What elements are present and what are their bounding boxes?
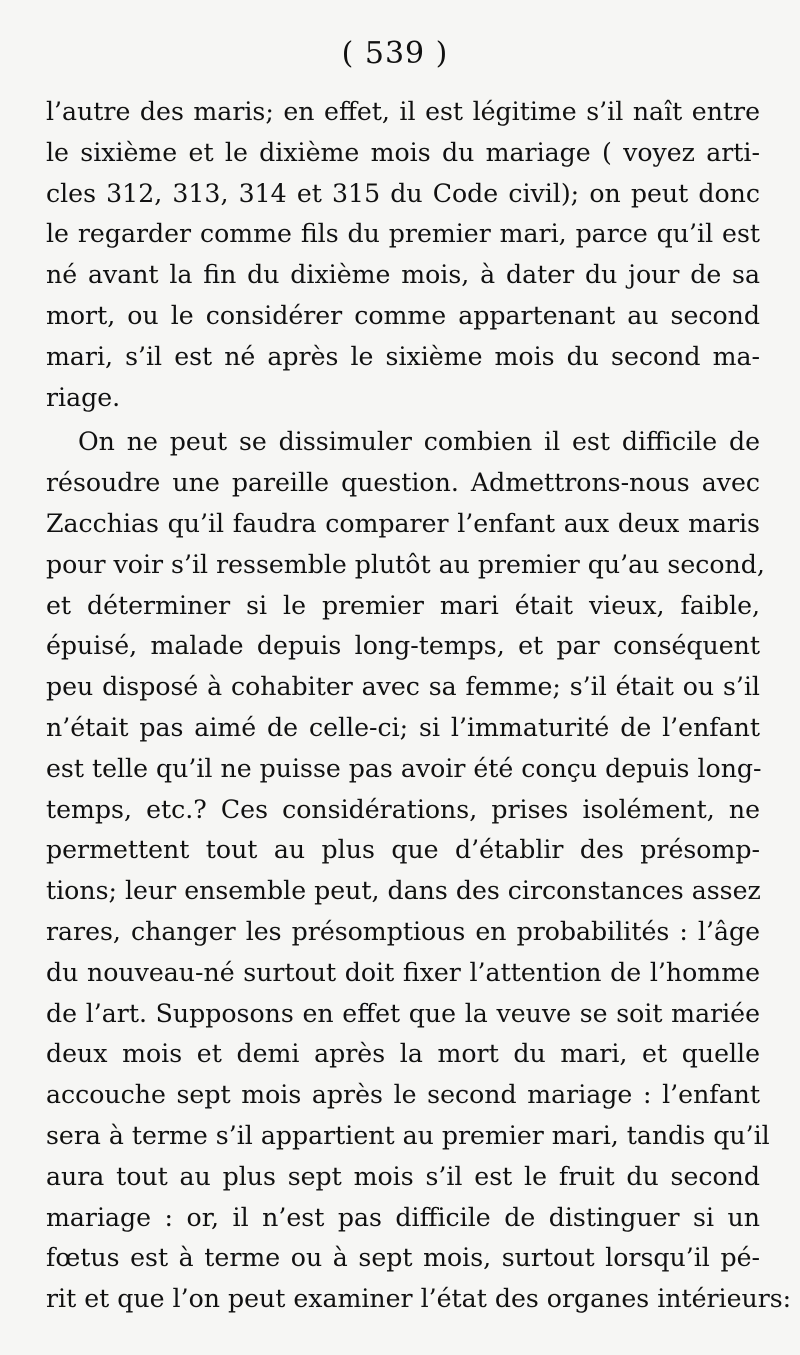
text-line: aura tout au plus sept mois s’il est le fruit du second [46,1161,760,1191]
text-line: rares, changer les présomptious en probabilités : l’âge [46,916,760,946]
text-line: peu disposé à cohabiter avec sa femme; s’il était ou s’il [46,672,760,702]
text-line: l’autre des maris; en effet, il est légitime s’il naît entre [46,97,760,126]
text-line: deux mois et demi après la mort du mari, et quelle [46,1039,760,1069]
text-line: le sixième et le dixième mois du mariage ( voyez arti- [46,137,760,167]
text-line: résoudre une pareille question. Admettrons-nous avec [46,468,760,498]
text-line: Zacchias qu’il faudra comparer l’enfant aux deux maris [46,508,760,538]
text-line: cles 312, 313, 314 et 315 du Code civil); on peut donc [46,178,760,208]
text-line: On ne peut se dissimuler combien il est difficile de [78,427,760,457]
text-line: est telle qu’il ne puisse pas avoir été conçu depuis long- [46,753,762,783]
text-line: n’était pas aimé de celle-ci; si l’immaturité de l’enfant [46,712,760,742]
text-line: et déterminer si le premier mari était vieux, faible, [46,590,760,620]
paragraph [46,422,792,1320]
text-line: le regarder comme fils du premier mari, parce qu’il est [46,219,760,249]
paragraph [46,92,760,418]
text-line: riage. [46,382,121,412]
text-line: permettent tout au plus que d’établir des présomp- [46,835,760,865]
text-line: temps, etc.? Ces considérations, prises isolément, ne [46,794,760,824]
text-line: rit et que l’on peut examiner l’état des organes intérieurs: [46,1284,792,1314]
text-line: du nouveau-né surtout doit fixer l’attention de l’homme [46,957,760,987]
text-line: accouche sept mois après le second mariage : l’enfant [46,1080,760,1110]
page-number: ( 539 ) [341,36,449,71]
text-line: épuisé, malade depuis long-temps, et par conséquent [46,631,760,661]
text-line: tions; leur ensemble peut, dans des circonstances assez [46,876,761,906]
text-line: mari, s’il est né après le sixième mois du second ma- [46,341,760,371]
body-text [46,92,792,1320]
text-line: pour voir s’il ressemble plutôt au premier qu’au second, [46,549,765,579]
text-line: de l’art. Supposons en effet que la veuve se soit mariée [46,998,760,1028]
text-line: mort, ou le considérer comme appartenant au second [46,300,760,330]
text-line: fœtus est à terme ou à sept mois, surtout lorsqu’il pé- [46,1243,760,1273]
text-line: sera à terme s’il appartient au premier mari, tandis qu’il [46,1120,770,1150]
text-line: né avant la fin du dixième mois, à dater du jour de sa [46,260,760,290]
text-line: mariage : or, il n’est pas difficile de distinguer si un [46,1202,760,1232]
